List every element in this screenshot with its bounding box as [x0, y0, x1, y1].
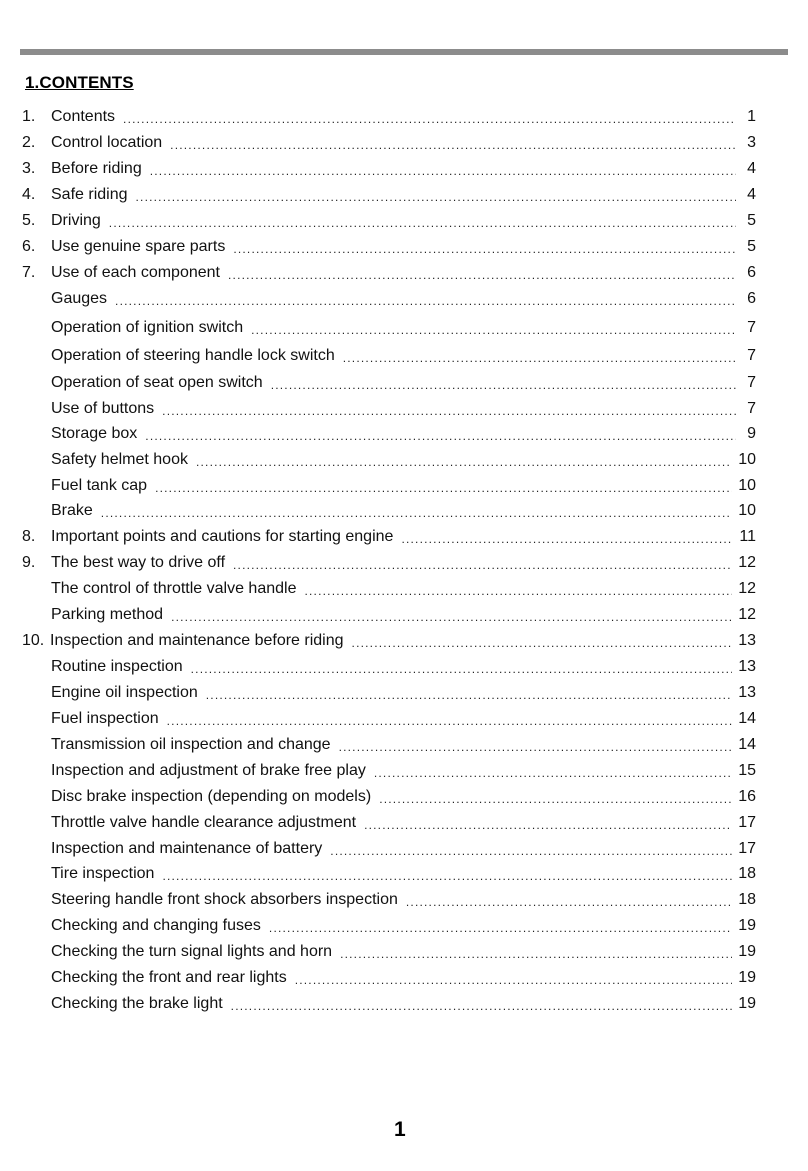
dot-leader [233, 557, 732, 573]
toc-entry-page: 19 [738, 969, 756, 986]
dot-leader [167, 713, 733, 729]
dot-leader [155, 480, 732, 496]
dot-leader [251, 322, 736, 338]
toc-entry-page: 10 [738, 451, 756, 468]
toc-entry-page: 18 [738, 865, 756, 882]
toc-entry[interactable] [51, 681, 756, 703]
toc-entry[interactable] [51, 499, 756, 521]
dot-leader [191, 661, 733, 677]
toc-entry-title: Contents [51, 108, 116, 125]
toc-entry-page: 14 [738, 710, 756, 727]
toc-entry-page: 1 [747, 108, 756, 125]
dot-leader [271, 377, 736, 393]
toc-entry-title: Throttle valve handle clearance adjustment [51, 814, 357, 831]
dot-leader [162, 868, 732, 884]
toc-entry-title: Fuel inspection [51, 710, 159, 727]
toc-entry-title: Engine oil inspection [51, 684, 198, 701]
dot-leader [196, 454, 732, 470]
dot-leader [379, 791, 732, 807]
toc-entry[interactable] [22, 209, 756, 231]
dot-leader [343, 350, 736, 366]
toc-entry-page: 13 [738, 658, 756, 675]
toc-entry-page: 4 [747, 160, 756, 177]
toc-entry-page: 13 [738, 684, 756, 701]
toc-entry-page: 6 [747, 290, 756, 307]
toc-entry[interactable] [51, 474, 756, 496]
toc-entry[interactable] [51, 811, 756, 833]
toc-entry[interactable] [22, 131, 756, 153]
toc-entry-number: 10. [22, 632, 45, 649]
toc-entry[interactable] [51, 940, 756, 962]
dot-leader [231, 998, 733, 1014]
toc-entry-number: 7. [22, 264, 36, 281]
dot-leader [136, 189, 737, 205]
dot-leader [401, 531, 733, 547]
dot-leader [145, 428, 736, 444]
toc-entry-page: 10 [738, 502, 756, 519]
toc-entry-title: Tire inspection [51, 865, 155, 882]
toc-entry-title: Control location [51, 134, 163, 151]
dot-leader [101, 505, 732, 521]
toc-entry-page: 6 [747, 264, 756, 281]
toc-entry-page: 12 [738, 580, 756, 597]
toc-entry[interactable] [51, 603, 756, 625]
toc-entry[interactable] [51, 287, 756, 309]
toc-entry[interactable] [22, 105, 756, 127]
dot-leader [330, 843, 732, 859]
dot-leader [295, 972, 733, 988]
toc-entry[interactable] [51, 888, 756, 910]
dot-leader [339, 739, 733, 755]
toc-entry-title: Checking and changing fuses [51, 917, 261, 934]
toc-entry-page: 15 [738, 762, 756, 779]
toc-entry-title: Driving [51, 212, 101, 229]
dot-leader [162, 403, 736, 419]
toc-entry-title: Fuel tank cap [51, 477, 148, 494]
dot-leader [406, 894, 732, 910]
toc-entry-page: 5 [747, 212, 756, 229]
toc-entry-title: Inspection and adjustment of brake free play [51, 762, 366, 779]
toc-entry-page: 14 [738, 736, 756, 753]
toc-entry-page: 4 [747, 186, 756, 203]
dot-leader [352, 635, 733, 651]
toc-entry[interactable] [51, 655, 756, 677]
toc-entry-title: Operation of ignition switch [51, 319, 244, 336]
toc-entry-number: 5. [22, 212, 36, 229]
toc-entry[interactable] [51, 316, 756, 338]
toc-entry[interactable] [22, 629, 756, 651]
toc-entry-page: 3 [747, 134, 756, 151]
toc-entry[interactable] [51, 422, 756, 444]
toc-entry-page: 18 [738, 891, 756, 908]
toc-entry[interactable] [51, 344, 756, 366]
toc-entry-page: 5 [747, 238, 756, 255]
dot-leader [269, 920, 732, 936]
page-number: 1 [394, 1118, 406, 1141]
toc-entry[interactable] [51, 914, 756, 936]
toc-entry-number: 8. [22, 528, 36, 545]
toc-entry-title: Routine inspection [51, 658, 183, 675]
toc-entry-title: Inspection and maintenance before riding [50, 632, 344, 649]
dot-leader [115, 293, 736, 309]
toc-entry-page: 10 [738, 477, 756, 494]
toc-entry[interactable] [22, 551, 756, 573]
toc-entry[interactable] [51, 862, 756, 884]
dot-leader [374, 765, 732, 781]
toc-entry-title: Safety helmet hook [51, 451, 188, 468]
dot-leader [206, 687, 732, 703]
toc-entry-title: Use of each component [51, 264, 220, 281]
page-title: 1.CONTENTS [25, 73, 134, 92]
toc-entry-title: Checking the brake light [51, 995, 223, 1012]
toc-entry[interactable] [22, 525, 756, 547]
toc-entry-title: Gauges [51, 290, 108, 307]
toc-entry-page: 12 [738, 606, 756, 623]
toc-entry-title: Transmission oil inspection and change [51, 736, 331, 753]
toc-entry-title: Safe riding [51, 186, 128, 203]
toc-entry[interactable] [51, 707, 756, 729]
toc-entry[interactable] [22, 157, 756, 179]
toc-entry[interactable] [51, 371, 756, 393]
dot-leader [123, 111, 736, 127]
toc-entry-page: 17 [738, 840, 756, 857]
dot-leader [364, 817, 732, 833]
dot-leader [150, 163, 736, 179]
toc-entry-title: Checking the turn signal lights and horn [51, 943, 333, 960]
toc-entry[interactable] [22, 235, 756, 257]
toc-entry-page: 19 [738, 943, 756, 960]
toc-entry[interactable] [51, 397, 756, 419]
toc-entry[interactable] [22, 183, 756, 205]
toc-entry-title: Operation of seat open switch [51, 374, 263, 391]
toc-entry-page: 12 [738, 554, 756, 571]
toc-entry-title: Brake [51, 502, 93, 519]
toc-entry-number: 9. [22, 554, 36, 571]
toc-entry-title: Checking the front and rear lights [51, 969, 287, 986]
toc-entry-page: 9 [747, 425, 756, 442]
toc-entry-page: 7 [747, 347, 756, 364]
toc-entry[interactable] [51, 448, 756, 470]
toc-entry-title: Disc brake inspection (depending on models) [51, 788, 372, 805]
toc-entry[interactable] [51, 966, 756, 988]
toc-entry-title: Steering handle front shock absorbers inspection [51, 891, 398, 908]
toc-entry-title: Important points and cautions for starting engine [51, 528, 394, 545]
toc-entry[interactable] [22, 261, 756, 283]
toc-entry[interactable] [51, 759, 756, 781]
toc-entry-page: 19 [738, 995, 756, 1012]
toc-entry-page: 7 [747, 374, 756, 391]
toc-entry-title: Before riding [51, 160, 142, 177]
toc-entry[interactable] [51, 837, 756, 859]
toc-entry-page: 17 [738, 814, 756, 831]
toc-entry-number: 1. [22, 108, 36, 125]
toc-entry-title: Parking method [51, 606, 164, 623]
toc-entry-page: 19 [738, 917, 756, 934]
dot-leader [233, 241, 736, 257]
toc-entry[interactable] [51, 733, 756, 755]
toc-entry-number: 2. [22, 134, 36, 151]
dot-leader [170, 137, 736, 153]
toc-entry-page: 13 [738, 632, 756, 649]
dot-leader [171, 609, 732, 625]
toc-entry-number: 4. [22, 186, 36, 203]
toc-entry-page: 11 [739, 528, 756, 545]
toc-entry[interactable] [51, 785, 756, 807]
toc-entry-title: The best way to drive off [51, 554, 226, 571]
toc-entry[interactable] [51, 992, 756, 1014]
toc-entry[interactable] [51, 577, 756, 599]
toc-entry-page: 7 [747, 400, 756, 417]
toc-entry-page: 7 [747, 319, 756, 336]
toc-entry-page: 16 [738, 788, 756, 805]
toc-entry-title: Use genuine spare parts [51, 238, 226, 255]
dot-leader [228, 267, 736, 283]
toc-entry-title: Operation of steering handle lock switch [51, 347, 335, 364]
toc-entry-title: The control of throttle valve handle [51, 580, 297, 597]
toc-entry-title: Use of buttons [51, 400, 155, 417]
toc-entry-number: 3. [22, 160, 36, 177]
toc-entry-title: Storage box [51, 425, 138, 442]
dot-leader [304, 583, 732, 599]
dot-leader [109, 215, 736, 231]
toc-entry-number: 6. [22, 238, 36, 255]
toc-entry-title: Inspection and maintenance of battery [51, 840, 323, 857]
dot-leader [340, 946, 732, 962]
